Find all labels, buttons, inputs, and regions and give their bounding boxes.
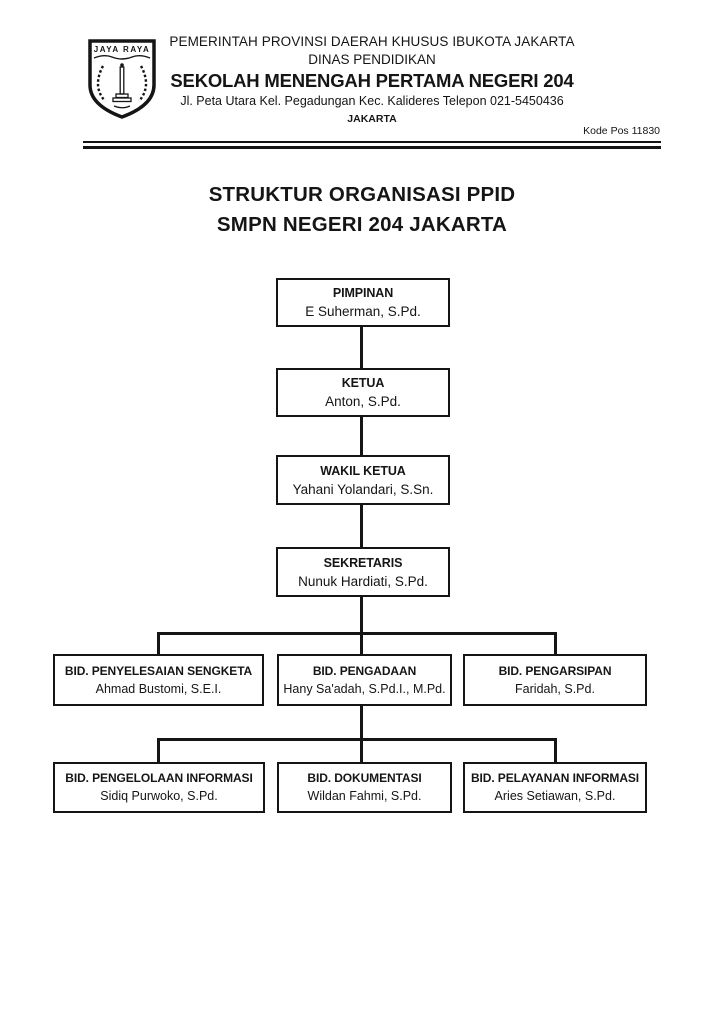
org-role-label: BID. DOKUMENTASI <box>307 771 422 785</box>
letterhead-government-line: PEMERINTAH PROVINSI DAERAH KHUSUS IBUKOTA JAKARTA <box>169 34 575 49</box>
org-person-name: Anton, S.Pd. <box>325 394 401 409</box>
org-box-bid-penyelesaian-sengketa <box>53 654 264 706</box>
org-role-label: BID. PENGARSIPAN <box>498 663 612 678</box>
postal-code-label: Kode Pos 11830 <box>583 125 660 137</box>
org-box-pimpinan <box>276 278 450 327</box>
org-box-bid-pengadaan <box>277 654 452 706</box>
org-person-name: Sidiq Purwoko, S.Pd. <box>100 789 218 803</box>
org-box-bid-dokumentasi <box>277 762 452 813</box>
org-person-name: E Suherman, S.Pd. <box>305 304 421 319</box>
org-role-label: BID. PENGADAAN <box>312 663 417 678</box>
org-role-label: WAKIL KETUA <box>320 463 406 478</box>
page-title-line1: STRUKTUR ORGANISASI PPID <box>208 183 516 206</box>
connector-line <box>157 632 557 635</box>
org-box-sekretaris <box>276 547 450 597</box>
org-person-name: Yahani Yolandari, S.Sn. <box>292 481 434 497</box>
letterhead-department-line: DINAS PENDIDIKAN <box>308 52 436 67</box>
connector-line <box>360 706 363 762</box>
connector-line <box>360 597 363 654</box>
connector-line <box>157 738 557 741</box>
org-person-name: Aries Setiawan, S.Pd. <box>494 789 616 803</box>
letterhead-address-line: Jl. Peta Utara Kel. Pegadungan Kec. Kalideres Telepon 021-5450436 <box>180 94 564 108</box>
org-role-label: PIMPINAN <box>332 286 394 300</box>
org-role-label: BID. PENGELOLAAN INFORMASI <box>65 771 253 785</box>
org-box-bid-pengarsipan <box>463 654 647 706</box>
org-box-bid-pengelolaan-informasi <box>53 762 265 813</box>
org-person-name: Nunuk Hardiati, S.Pd. <box>298 573 428 589</box>
connector-line <box>554 738 557 762</box>
org-box-bid-pelayanan-informasi <box>463 762 647 813</box>
connector-line <box>157 738 160 762</box>
connector-line <box>554 632 557 654</box>
logo-motto: JAYA RAYA <box>93 45 151 54</box>
org-role-label: BID. PELAYANAN INFORMASI <box>470 771 640 785</box>
page-title-line2: SMPN NEGERI 204 JAKARTA <box>216 213 508 236</box>
org-person-name: Faridah, S.Pd. <box>515 681 595 696</box>
org-role-label: SEKRETARIS <box>323 555 403 570</box>
org-person-name: Wildan Fahmi, S.Pd. <box>307 789 422 803</box>
org-box-wakil-ketua <box>276 455 450 505</box>
org-person-name: Hany Sa'adah, S.Pd.I., M.Pd. <box>283 681 446 696</box>
connector-line <box>360 327 363 368</box>
letterhead <box>93 33 648 126</box>
org-role-label: KETUA <box>341 376 385 390</box>
page-title <box>0 180 724 240</box>
connector-line <box>157 632 160 654</box>
letterhead-school-name: SEKOLAH MENENGAH PERTAMA NEGERI 204 <box>170 70 574 91</box>
org-box-ketua <box>276 368 450 417</box>
org-person-name: Ahmad Bustomi, S.E.I. <box>95 681 222 696</box>
letterhead-city-line: JAKARTA <box>347 113 397 125</box>
header-divider-rule <box>83 141 661 149</box>
org-role-label: BID. PENYELESAIAN SENGKETA <box>64 663 253 678</box>
connector-line <box>360 505 363 547</box>
connector-line <box>360 417 363 455</box>
